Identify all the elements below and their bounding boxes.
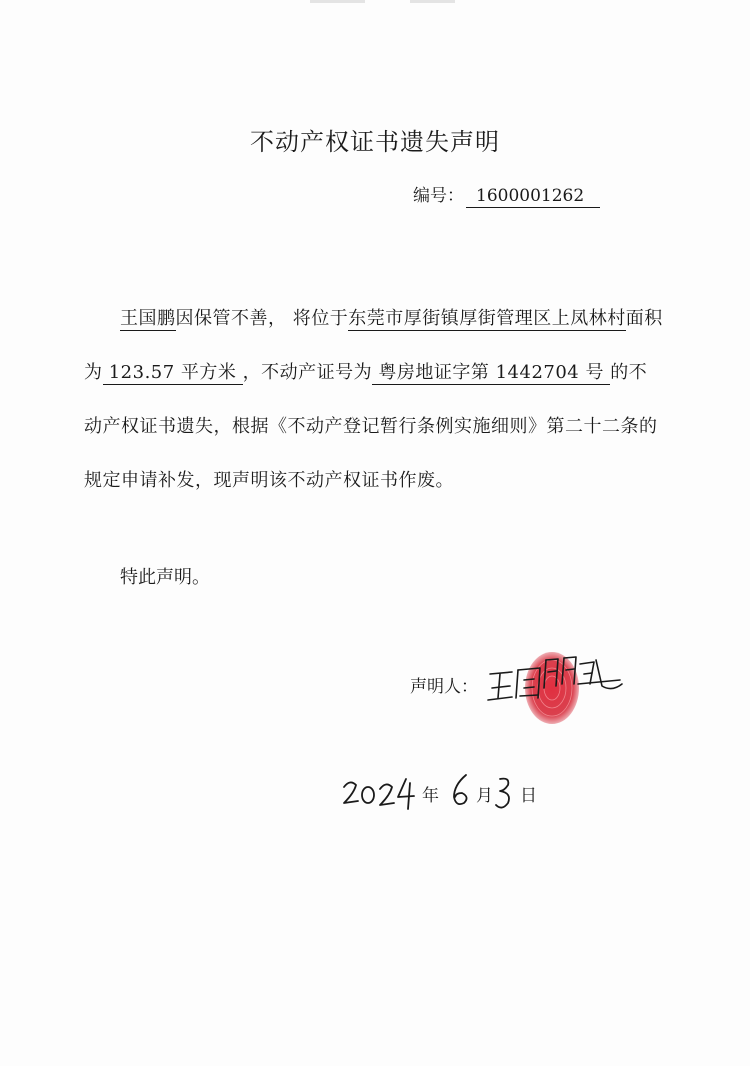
- declarant-label: 声明人：: [410, 677, 478, 697]
- serial-number-line: [413, 181, 600, 208]
- certificate-number: 粤房地证字第 1442704 号: [372, 362, 611, 383]
- paragraph-text-2: 面积为: [84, 308, 663, 383]
- property-address: 东莞市厚街镇厚街管理区上凤林村: [348, 308, 626, 329]
- day-unit: 日: [520, 786, 537, 806]
- signature-date: [340, 765, 570, 815]
- scan-artifact: [310, 0, 365, 3]
- serial-number: 1600001262: [466, 186, 600, 208]
- paragraph-text-4: 的不动产权证书遗失，根据《不动产登记暂行条例实施细则》第二十二条的规定申请补发，现声明该不动产权证书作废。: [84, 362, 658, 491]
- property-area: 123.57 平方米: [102, 362, 243, 383]
- serial-label: 编号：: [413, 186, 464, 206]
- signature-with-fingerprint: [482, 640, 632, 730]
- month-unit: 月: [476, 786, 493, 806]
- paragraph-text-1: 因保管不善， 将位于: [175, 308, 349, 329]
- declaration-paragraph: [84, 292, 664, 508]
- owner-name: 王国鹏: [120, 308, 176, 329]
- scan-artifact: [410, 0, 455, 3]
- fingerprint-mark: [525, 652, 579, 724]
- paragraph-text-3: ，不动产证号为: [242, 362, 373, 383]
- year-unit: 年: [422, 786, 439, 806]
- document-title: 不动产权证书遗失声明: [250, 128, 500, 156]
- closing-statement: 特此声明。: [120, 567, 210, 588]
